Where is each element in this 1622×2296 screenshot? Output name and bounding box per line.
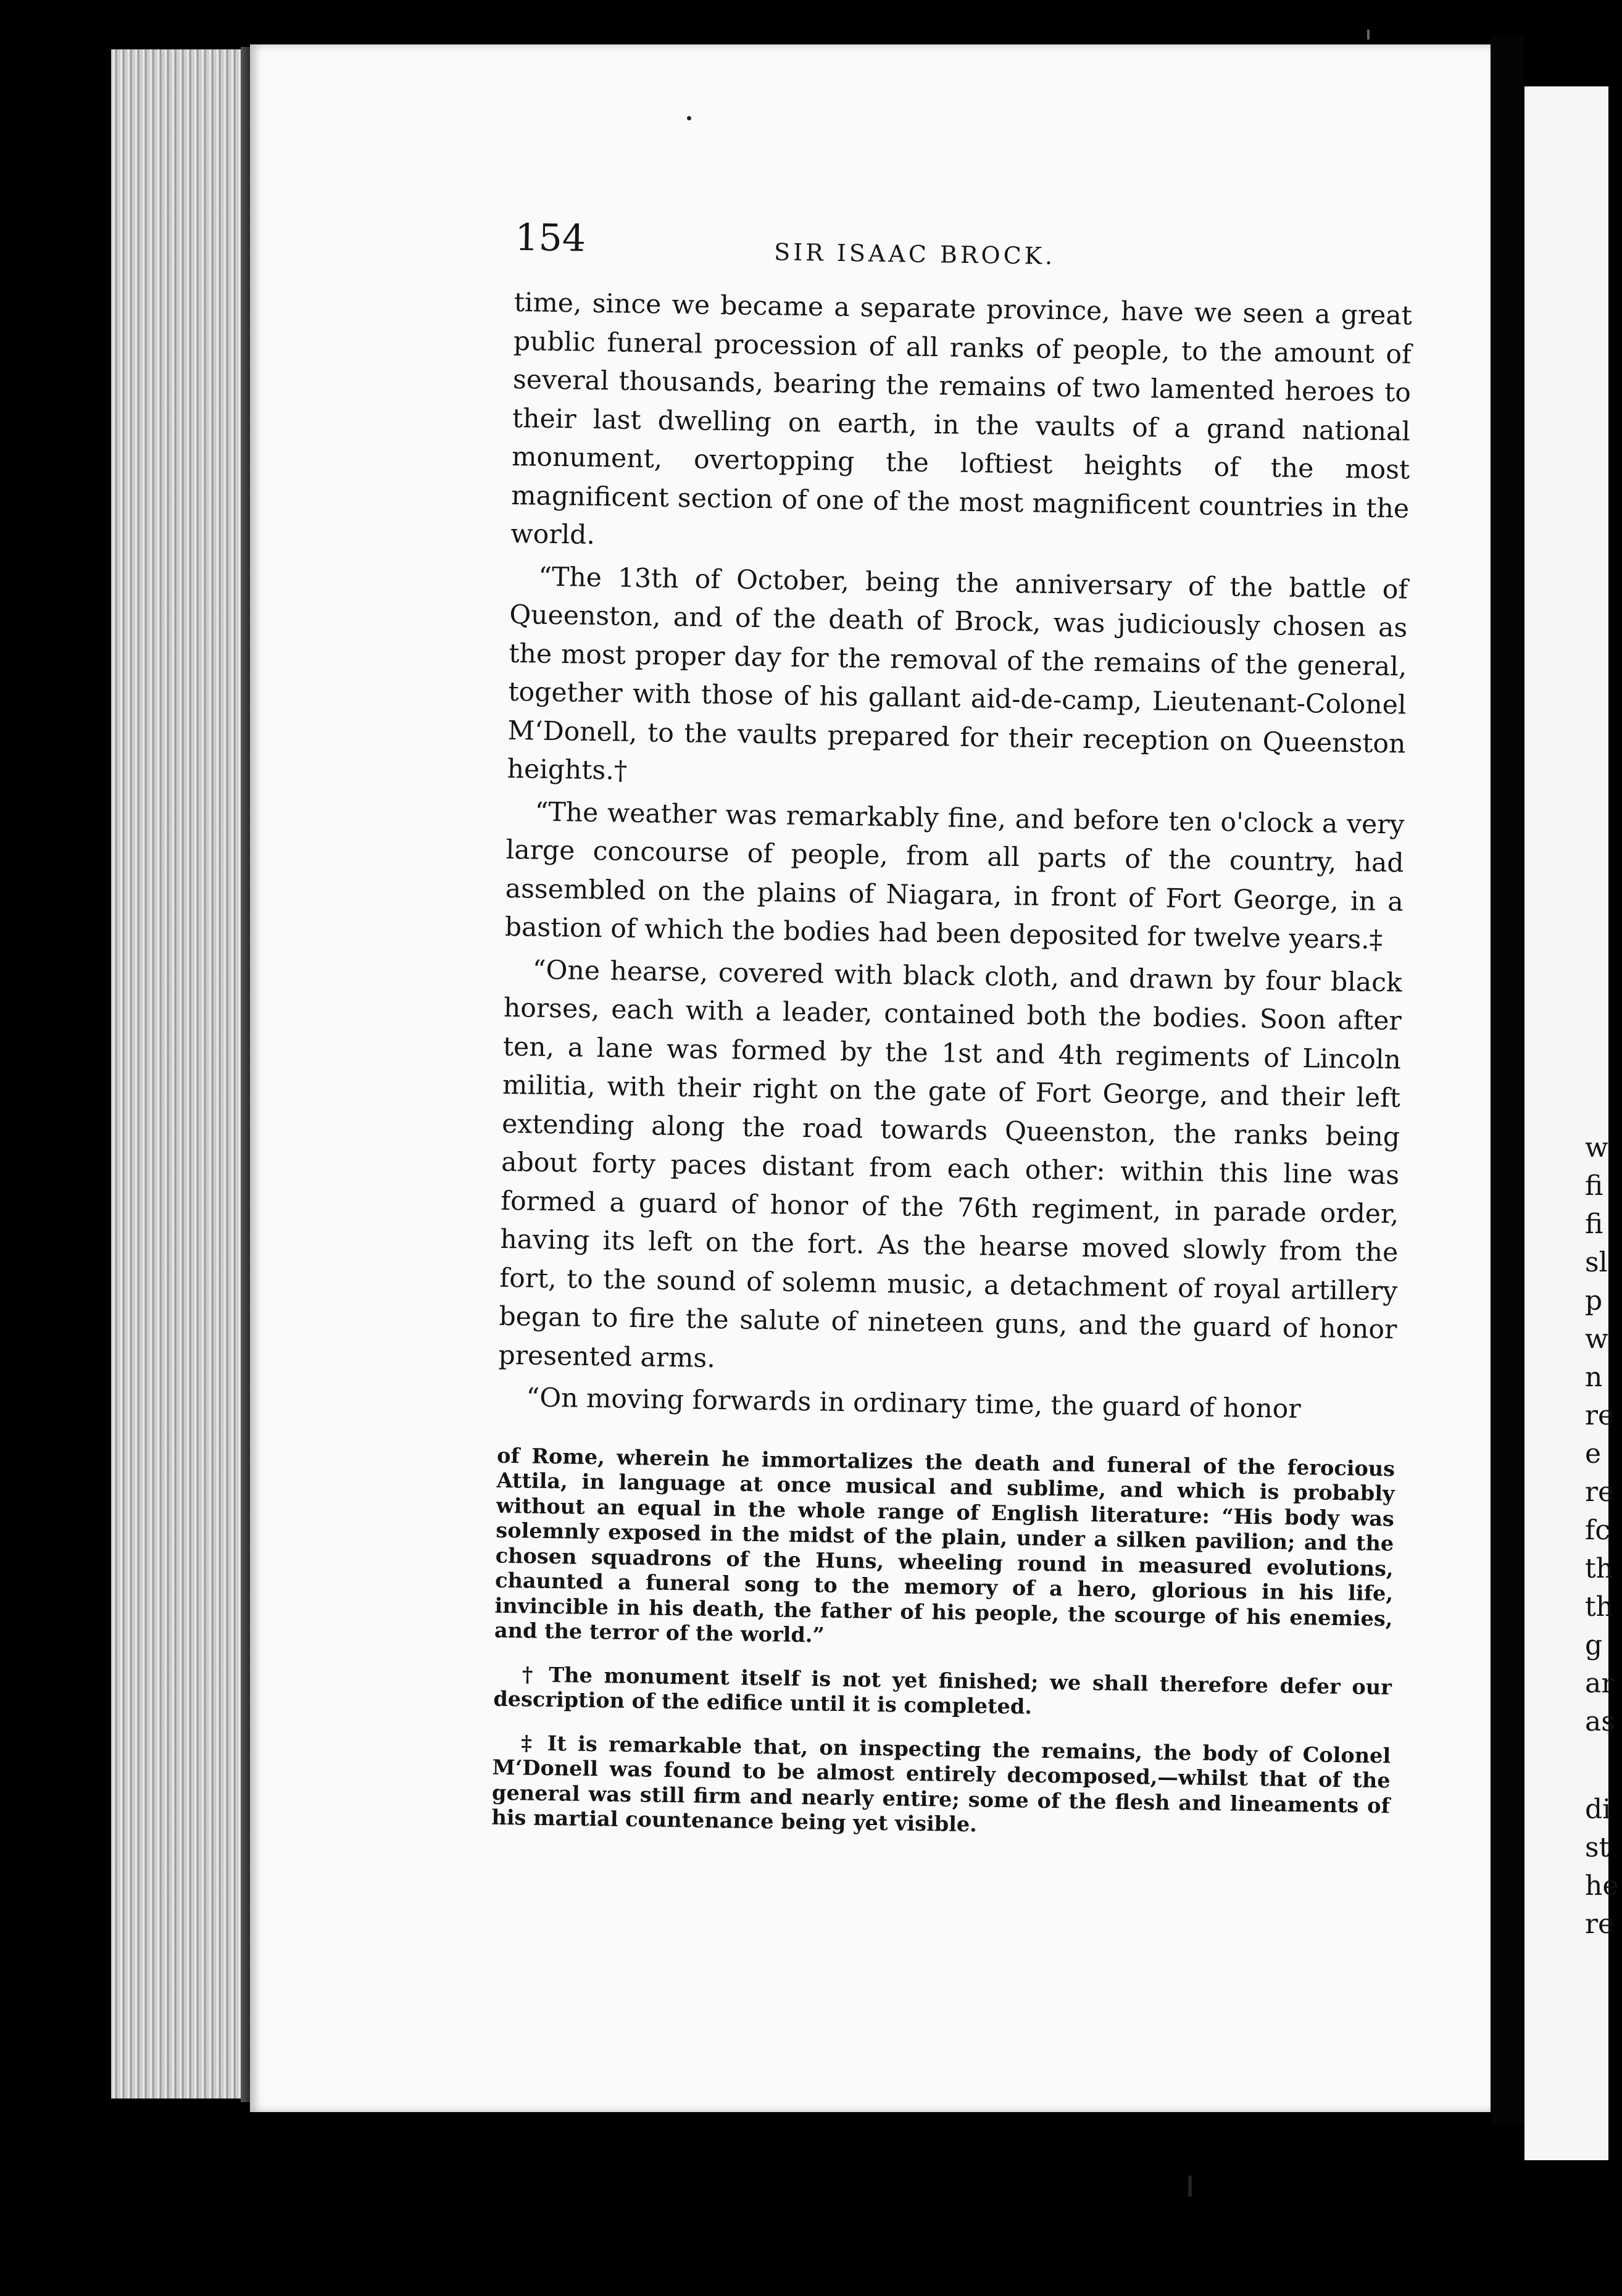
stacked-page-edges	[111, 49, 247, 2098]
facing-fragment: he	[1585, 1870, 1619, 1902]
footnote-dagger: † The monument itself is not yet finished; we shall therefore defer our description of the edifice until it is completed.	[493, 1662, 1392, 1719]
facing-fragment: p	[1585, 1285, 1603, 1316]
facing-fragment: th	[1585, 1553, 1614, 1584]
scan-speck	[1367, 30, 1370, 40]
facing-fragment: e	[1585, 1438, 1602, 1470]
facing-fragment: th	[1585, 1591, 1614, 1623]
facing-fragment: w	[1585, 1132, 1608, 1163]
paragraph: “The weather was remarkably fine, and before ten o'clock a very large concourse of people, from all parts of the country, had assembled on the plains of Niagara, in front of Fort George, in a bastion of which the bodies had been deposited for twelve years.‡	[504, 797, 1405, 955]
facing-fragment: sl	[1585, 1247, 1608, 1278]
book-gutter	[1491, 37, 1524, 2123]
facing-fragment: w	[1585, 1323, 1608, 1355]
running-title: SIR ISAAC BROCK.	[773, 238, 1056, 270]
facing-fragment: n	[1585, 1362, 1603, 1393]
facing-fragment: re	[1585, 1400, 1615, 1431]
footnote-double-dagger: ‡ It is remarkable that, on inspecting the remains, the body of Colonel M‘Donell was found to be almost entirely decomposed,—whilst that of the general was still firm and nearly entire; some of the flesh and lineaments of his martial countenance being yet visible.	[491, 1730, 1391, 1837]
facing-fragment: re	[1585, 1476, 1615, 1508]
facing-fragment: st	[1585, 1832, 1610, 1863]
page-header	[514, 216, 1413, 297]
footnotes	[491, 1443, 1395, 1844]
paragraph-continued: time, since we became a separate province, have we seen a great public funeral procession of all ranks of people, to the amount of several thousands, bearing the remains of two lamented heroes to their last dwelling on earth, in the vaults of a grand national monument, overtopping the loftiest heights of the most magnificent section of one of the most magnificent countries in the world.	[510, 287, 1413, 551]
facing-fragment: fc	[1585, 1515, 1610, 1546]
facing-fragment: fi	[1585, 1208, 1603, 1240]
facing-fragment: ar	[1585, 1668, 1615, 1699]
facing-fragment: g	[1585, 1629, 1603, 1661]
facing-fragment: di	[1585, 1794, 1612, 1825]
scan-speck	[1188, 2176, 1192, 2197]
facing-fragment: as	[1585, 1706, 1615, 1737]
facing-fragment: fi	[1585, 1170, 1603, 1202]
page-number: 154	[514, 216, 586, 260]
body-text	[497, 284, 1412, 1431]
scan-speck	[687, 116, 691, 120]
footnote-continued: of Rome, wherein he immortalizes the death and funeral of the ferocious Attila, in language at once musical and sublime, and which is probably without an equal in the whole range of English literature: “His body was solemnly exposed in the midst of the plain, under a silken pavilion; and the chosen squadrons of the Huns, wheeling round in measured evolutions, chaunted a funeral song to the memory of a hero, glorious in his life, invincible in his death, the father of his people, the scourge of his enemies, and the terror of the world.”	[494, 1443, 1395, 1647]
facing-fragment: re	[1585, 1908, 1615, 1940]
page-content	[491, 216, 1413, 1844]
paragraph: “On moving forwards in ordinary time, the guard of honor	[526, 1383, 1302, 1425]
paragraph: “One hearse, covered with black cloth, and drawn by four black horses, each with a leader, contained both the bodies. Soon after ten, a lane was formed by the 1st and 4th regiments of Lincoln militia, with their right on the gate of Fort George, and their left extending along the road towards Queenston, the ranks being about forty paces distant from each other: within this line was formed a guard of honor of the 76th regiment, in parade order, having its left on the fort. As the hearse moved slowly from the fort, to the sound of solemn music, a detachment of royal artillery began to fire the salute of nineteen guns, and the guard of honor presented arms.	[498, 955, 1403, 1374]
paragraph: “The 13th of October, being the anniversary of the battle of Queenston, and of the death of Brock, was judiciously chosen as the most proper day for the removal of the remains of the general, together with those of his gallant aid-de-camp, Lieutenant-Colonel M‘Donell, to the vaults prepared for their reception on Queenston heights.†	[507, 562, 1408, 786]
